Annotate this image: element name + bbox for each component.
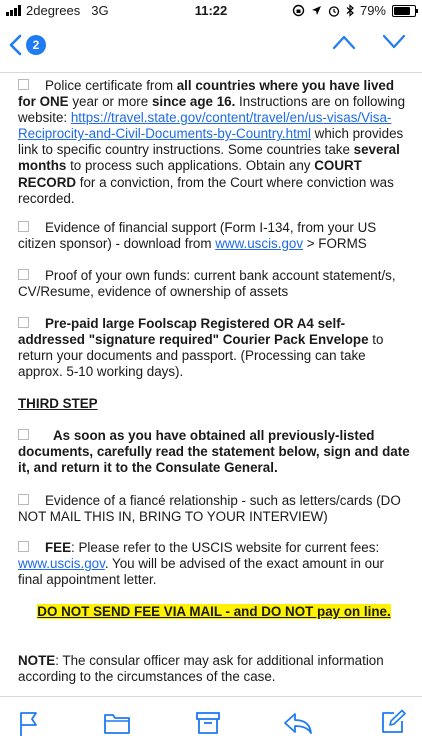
- envelope-item: Pre-paid large Foolscap Registered OR A4 self-addressed "signature required" Courier Pack Envelope to return your documents and passport. (Processing can take approx. 5-10 working days).: [18, 316, 384, 380]
- police-certificate-item: Police certificate from all countries where you have lived for ONE year or more since age 16. Instructions are on following website: https://travel.state.gov/content/travel/en/us-visas/Visa-Reciprocity-and-Civil-Documents-by-Country.html which provides link to specific country instructions. Some countries take several months to process such applications. Obtain any COURT RECORD for a conviction, from the Court where conviction was recorded.: [18, 78, 406, 206]
- chevron-left-icon: [8, 34, 22, 56]
- third-step-heading: THIRD STEP: [18, 396, 98, 411]
- checkbox-placeholder-icon: [18, 269, 29, 280]
- statement-item: As soon as you have obtained all previously-listed documents, carefully read the statement below, sign and date it, and return it to the Consulate General.: [18, 428, 410, 476]
- checkbox-placeholder-icon: [18, 494, 29, 505]
- email-body[interactable]: [18, 73, 410, 695]
- mail-navigation-bar: [0, 22, 422, 73]
- carrier-label: 2degrees: [26, 3, 81, 18]
- fiance-evidence-item: Evidence of a fiancé relationship - such as letters/cards (DO NOT MAIL THIS IN, BRING TO YOUR INTERVIEW): [18, 493, 401, 525]
- travel-state-gov-link[interactable]: https://travel.state.gov/content/travel/en/us-visas/Visa-Reciprocity-and-Civil-Documents-by-Country.html: [18, 110, 392, 142]
- unread-count-badge: 2: [26, 35, 46, 55]
- previous-message-button[interactable]: [332, 34, 356, 50]
- compose-icon[interactable]: [380, 709, 406, 735]
- folder-icon[interactable]: [103, 711, 131, 735]
- network-label: 3G: [91, 3, 109, 18]
- next-message-button[interactable]: [382, 34, 406, 50]
- uscis-fees-link[interactable]: www.uscis.gov: [18, 556, 105, 572]
- reply-icon[interactable]: [283, 711, 313, 735]
- mail-toolbar: [0, 696, 422, 751]
- bluetooth-icon: [346, 4, 354, 17]
- battery-icon: [392, 5, 416, 17]
- location-icon: [311, 5, 322, 16]
- fee-warning: DO NOT SEND FEE VIA MAIL - and DO NOT pay on line.: [37, 604, 391, 619]
- alarm-icon: [328, 5, 340, 17]
- back-button[interactable]: [8, 34, 46, 56]
- checkbox-placeholder-icon: [18, 541, 29, 552]
- checkbox-placeholder-icon: [18, 221, 29, 232]
- financial-support-item: Evidence of financial support (Form I-134, from your US citizen sponsor) - download from www.uscis.gov > FORMS: [18, 220, 377, 252]
- archive-icon[interactable]: [195, 711, 221, 735]
- note-paragraph: NOTE: The consular officer may ask for additional information according to the circumstances of the case.: [18, 653, 384, 685]
- uscis-forms-link[interactable]: www.uscis.gov: [215, 236, 304, 252]
- checkbox-placeholder-icon: [18, 79, 29, 90]
- checkbox-placeholder-icon: [18, 317, 29, 328]
- battery-percent: 79%: [359, 3, 386, 18]
- checkbox-placeholder-icon: [18, 429, 29, 440]
- fee-item: FEE: Please refer to the USCIS website for current fees: www.uscis.gov. You will be advised of the exact amount in our final appointment letter.: [18, 540, 384, 588]
- status-bar: [0, 0, 422, 22]
- clock: 11:22: [194, 3, 228, 18]
- own-funds-item: Proof of your own funds: current bank account statement/s, CV/Resume, evidence of ownership of assets: [18, 268, 396, 300]
- flag-icon[interactable]: [18, 711, 40, 737]
- rotation-lock-icon: [292, 4, 305, 17]
